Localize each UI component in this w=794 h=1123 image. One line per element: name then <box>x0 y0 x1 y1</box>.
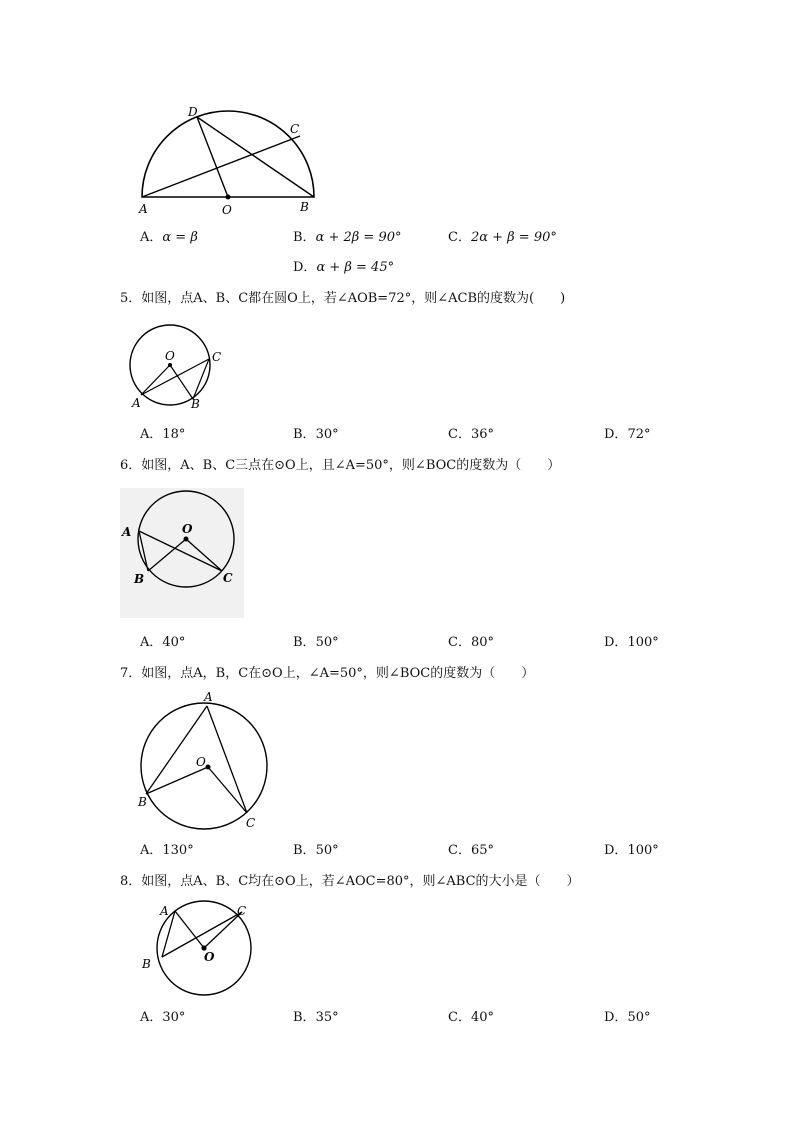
q7-option-c[interactable] <box>448 843 494 859</box>
q5-label-B: B <box>191 397 200 411</box>
q5-option-d-text: 72° <box>627 427 651 442</box>
q7-option-d-key: D． <box>604 843 628 858</box>
q6-option-b-text: 50° <box>315 635 339 650</box>
q5-option-b-key: B． <box>293 427 316 442</box>
q8-option-d[interactable] <box>604 1010 650 1026</box>
q7-option-d-text: 100° <box>627 843 659 858</box>
q5-option-a[interactable] <box>140 427 185 443</box>
q5-stem: 5．如图，点A、B、C都在圆O上，若∠AOB=72°，则∠ACB的度数为( ) <box>120 291 566 306</box>
q6-option-b-key: B． <box>293 635 316 650</box>
q5-option-b-text: 30° <box>315 427 339 442</box>
q4-label-O: O <box>222 203 232 217</box>
q7-label-B: B <box>138 795 147 809</box>
q4-option-c[interactable] <box>448 230 557 246</box>
q7-option-b-key: B． <box>293 843 316 858</box>
q6-option-a-key: A． <box>140 635 163 650</box>
q6-option-d[interactable] <box>604 635 659 651</box>
q7-option-c-key: C． <box>448 843 471 858</box>
q7-label-O: O <box>196 755 206 769</box>
q7-option-b-text: 50° <box>315 843 339 858</box>
q5-label-A: A <box>132 396 141 410</box>
q5-label-O: O <box>165 349 175 363</box>
q5-option-c-text: 36° <box>470 427 494 442</box>
q4-option-a-key: A． <box>140 230 163 245</box>
q4-option-a[interactable] <box>140 230 198 246</box>
q5-figure-circle <box>124 320 234 415</box>
q8-option-a-key: A． <box>140 1010 163 1025</box>
q8-label-C: C <box>237 904 247 918</box>
q8-label-B: B <box>142 957 151 971</box>
q4-option-b-text: α + 2β = 90° <box>315 230 402 245</box>
q4-option-d[interactable] <box>293 260 394 276</box>
q7-label-C: C <box>246 816 256 830</box>
q5-option-d-key: D． <box>604 427 628 442</box>
q8-option-d-key: D． <box>604 1010 628 1025</box>
q5-option-c-key: C． <box>448 427 471 442</box>
q4-option-c-text: 2α + β = 90° <box>470 230 557 245</box>
q8-option-b[interactable] <box>293 1010 339 1026</box>
q6-option-c-text: 80° <box>470 635 494 650</box>
q4-figure-semicircle <box>130 100 330 220</box>
q4-label-A: A <box>139 202 148 216</box>
q4-option-d-key: D． <box>293 260 317 275</box>
q7-label-A: A <box>204 690 213 704</box>
q5-option-d[interactable] <box>604 427 650 443</box>
q4-label-C: C <box>290 122 300 136</box>
q7-stem: 7．如图，点A，B，C在⊙O上，∠A=50°，则∠BOC的度数为（ ） <box>120 666 535 681</box>
q8-figure-circle <box>138 900 258 1005</box>
q4-option-c-key: C． <box>448 230 471 245</box>
q6-option-b[interactable] <box>293 635 339 651</box>
q6-option-c[interactable] <box>448 635 494 651</box>
q4-option-b[interactable] <box>293 230 401 246</box>
q8-option-c-key: C． <box>448 1010 471 1025</box>
q6-label-B: B <box>134 572 145 586</box>
q6-label-O: O <box>182 522 193 536</box>
q8-option-c[interactable] <box>448 1010 494 1026</box>
q8-label-A: A <box>160 904 169 918</box>
q7-option-a-key: A． <box>140 843 163 858</box>
q6-label-A: A <box>122 525 132 539</box>
q7-option-d[interactable] <box>604 843 659 859</box>
q6-figure-circle <box>120 488 244 618</box>
q7-option-a[interactable] <box>140 843 194 859</box>
q7-option-a-text: 130° <box>162 843 194 858</box>
q8-option-b-text: 35° <box>315 1010 339 1025</box>
q8-option-b-key: B． <box>293 1010 316 1025</box>
q8-option-a[interactable] <box>140 1010 185 1026</box>
q6-option-c-key: C． <box>448 635 471 650</box>
q8-label-O: O <box>204 950 215 964</box>
q4-option-a-text: α = β <box>162 230 198 245</box>
q6-label-C: C <box>223 571 233 585</box>
q4-label-D: D <box>188 105 198 119</box>
q5-option-a-text: 18° <box>162 427 186 442</box>
q5-label-C: C <box>212 350 222 364</box>
q6-stem: 6．如图，A、B、C三点在⊙O上，且∠A=50°，则∠BOC的度数为（ ） <box>120 458 561 473</box>
q6-option-d-key: D． <box>604 635 628 650</box>
q5-option-c[interactable] <box>448 427 494 443</box>
q4-option-b-key: B． <box>293 230 316 245</box>
q5-option-b[interactable] <box>293 427 339 443</box>
q7-figure-circle <box>130 688 280 833</box>
q5-option-a-key: A． <box>140 427 163 442</box>
q7-option-b[interactable] <box>293 843 339 859</box>
q6-option-d-text: 100° <box>627 635 659 650</box>
q4-option-d-text: α + β = 45° <box>316 260 395 275</box>
q8-option-d-text: 50° <box>627 1010 651 1025</box>
q8-stem: 8．如图，点A、B、C均在⊙O上，若∠AOC=80°，则∠ABC的大小是（ ） <box>120 874 580 889</box>
q8-option-a-text: 30° <box>162 1010 186 1025</box>
q6-option-a[interactable] <box>140 635 185 651</box>
q6-option-a-text: 40° <box>162 635 186 650</box>
q8-option-c-text: 40° <box>470 1010 494 1025</box>
q4-label-B: B <box>300 200 309 214</box>
q7-option-c-text: 65° <box>470 843 494 858</box>
